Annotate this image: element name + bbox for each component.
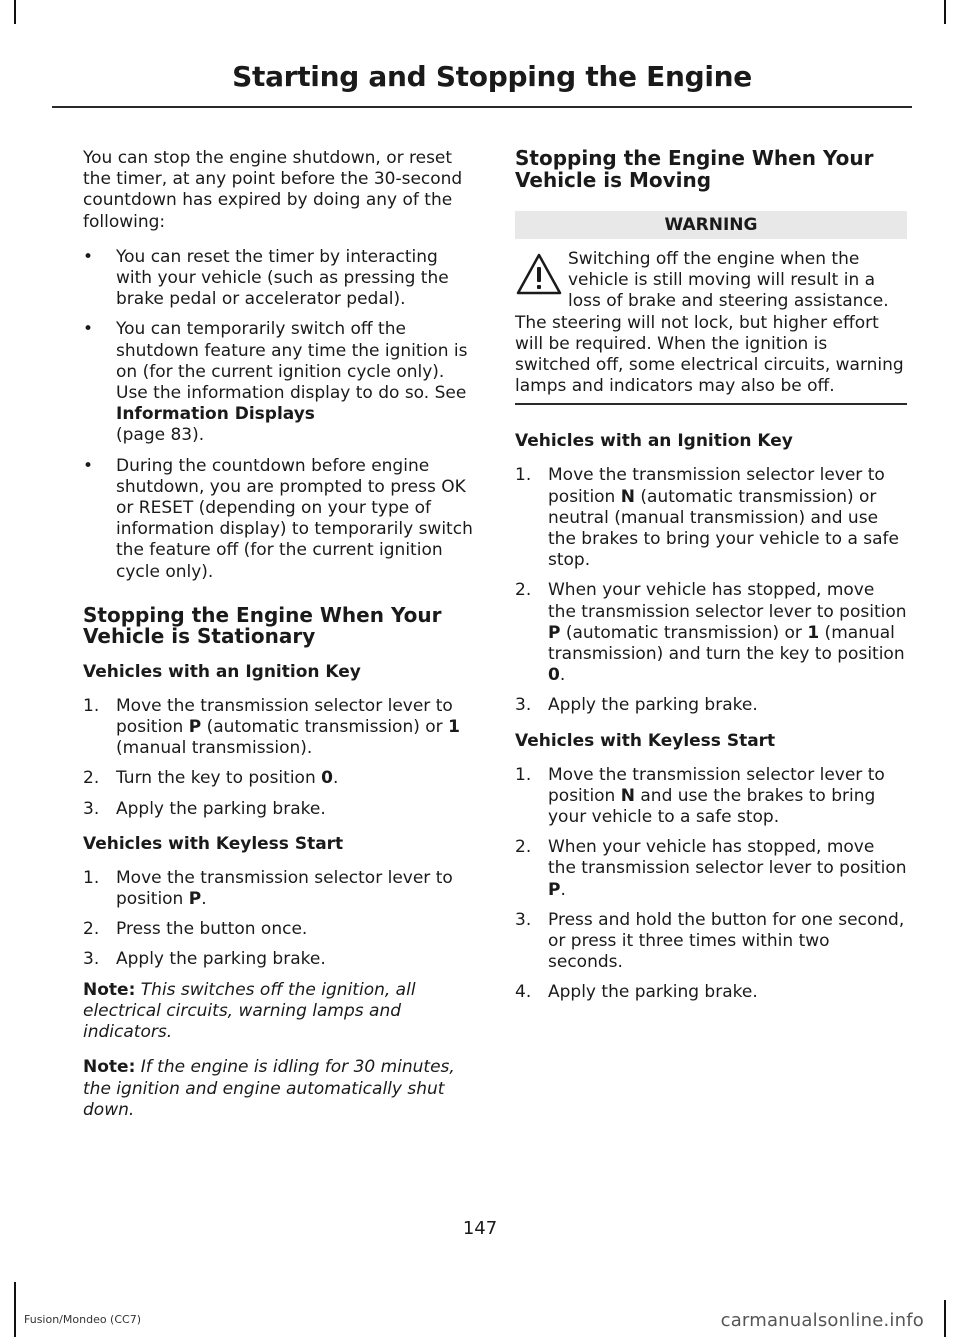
step-text: (automatic transmission) or (560, 622, 808, 643)
bullet-marker: • (83, 319, 94, 340)
step-text: When your vehicle has stopped, move the transmission selector lever to position (548, 580, 907, 622)
list-item-text: You can reset the timer by interacting with your vehicle (such as pressing the brake pedal or accelerator pedal). (116, 246, 449, 310)
step-text: Move the transmission selector lever to position (548, 465, 885, 507)
note-text: If the engine is idling for 30 minutes, the ignition and engine automatically shut down. (83, 1057, 455, 1120)
subheading-ignition-key: Vehicles with an Ignition Key (515, 431, 793, 452)
crop-mark-bottom-right-v (944, 1300, 946, 1337)
intro-paragraph: You can stop the engine shutdown, or reset the timer, at any point before the 30-second countdown has expired by doing any of the following: (83, 148, 463, 232)
crop-mark-bottom-left-v (14, 1282, 16, 1337)
list-item (83, 919, 478, 940)
gear-position: P (548, 622, 561, 643)
step-text: Turn the key to position (116, 768, 322, 789)
note-label: Note: (83, 1057, 136, 1078)
keyless-start-steps (83, 868, 478, 971)
list-item (515, 765, 907, 829)
header-rule (52, 106, 912, 108)
list-item (83, 868, 478, 910)
key-position: 0 (321, 768, 333, 789)
crop-mark-top-right-v (944, 0, 946, 24)
warning-header: WARNING (515, 211, 907, 239)
footer-model: Fusion/Mondeo (CC7) (24, 1313, 142, 1326)
note (83, 980, 478, 1044)
step-text: Apply the parking brake. (548, 982, 758, 1003)
subheading-ignition-key: Vehicles with an Ignition Key (83, 661, 361, 682)
gear-position: P (188, 889, 202, 910)
list-item (83, 949, 478, 970)
warning-box (515, 249, 907, 397)
step-text: Move the transmission selector lever to position (116, 695, 453, 738)
step-number: 2. (515, 837, 532, 858)
list-item (515, 910, 907, 974)
ignition-key-steps (515, 465, 907, 716)
list-item (83, 799, 478, 820)
list-item (515, 695, 907, 716)
list-item (83, 768, 478, 789)
gear-position: 1 (807, 622, 820, 643)
bullet-marker: • (83, 246, 94, 267)
right-column (515, 148, 907, 1018)
subheading-keyless-start: Vehicles with Keyless Start (515, 730, 776, 751)
step-text: and use the brakes to bring your vehicle to a safe stop. (548, 785, 876, 828)
step-number: 3. (83, 798, 100, 819)
step-text: (manual transmission) and turn the key to position (548, 622, 905, 665)
list-item (83, 319, 478, 446)
bullet-marker: • (83, 455, 94, 476)
gear-position: 1 (448, 717, 460, 738)
gear-position: N (620, 486, 635, 507)
step-text: Move the transmission selector lever to position (116, 867, 453, 910)
note-text: This switches off the ignition, all electrical circuits, warning lamps and indicators. (83, 979, 416, 1043)
step-text: (manual transmission). (116, 738, 313, 759)
step-text: . (560, 879, 566, 900)
warning-rule (515, 403, 907, 405)
section-title-stationary: Stopping the Engine When Your Vehicle is Stationary (83, 602, 442, 649)
gear-position: P (188, 717, 202, 738)
list-item-text: You can temporarily switch off the shutdown feature any time the ignition is on (for the current ignition cycle only). Use the information display to do so. See (116, 319, 468, 404)
step-number: 1. (515, 764, 532, 785)
step-number: 3. (515, 909, 532, 930)
list-item (83, 247, 478, 311)
left-column (83, 148, 478, 1135)
step-text: (automatic transmission) or (201, 717, 449, 738)
step-number: 4. (515, 982, 532, 1003)
crop-mark-top-left-v (14, 0, 16, 24)
list-item-text: During the countdown before engine shutdown, you are prompted to press OK or RESET (depending on your type of information display) to temporarily switch the feature off (for the current ignition cycle only). (116, 455, 473, 582)
step-text: (automatic transmission) or neutral (manual transmission) and use the brakes to bring your vehicle to a safe stop. (548, 486, 899, 571)
warning-triangle-icon (515, 251, 563, 297)
section-title-moving: Stopping the Engine When Your Vehicle is Moving (515, 146, 874, 192)
list-item (515, 982, 907, 1003)
gear-position: N (620, 785, 635, 806)
step-number: 2. (83, 768, 100, 789)
warning-text: Switching off the engine when the vehicle is still moving will result in a loss of brake and steering assistance. The steering will not lock, but higher effort will be required. When the ignition is switched off, some electrical circuits, warning lamps and indicators may also be off. (515, 249, 904, 397)
key-position: 0 (548, 665, 560, 686)
step-text: . (332, 768, 339, 789)
list-item (515, 580, 907, 686)
step-text: Apply the parking brake. (548, 695, 758, 716)
step-text: . (201, 889, 207, 910)
step-text: . (559, 665, 566, 686)
step-number: 2. (83, 919, 100, 940)
subheading-keyless-start: Vehicles with Keyless Start (83, 833, 344, 854)
step-number: 2. (515, 580, 532, 601)
list-item (515, 465, 907, 571)
shutdown-options-list (83, 247, 478, 583)
step-number: 1. (515, 465, 532, 486)
step-number: 1. (83, 695, 100, 716)
step-text: Apply the parking brake. (116, 949, 326, 970)
step-number: 1. (83, 867, 100, 888)
step-text: Move the transmission selector lever to position (548, 764, 885, 806)
note (83, 1057, 478, 1121)
ignition-key-steps (83, 696, 478, 820)
step-text: Press and hold the button for one second, or press it three times within two seconds. (548, 909, 905, 973)
gear-position: P (548, 879, 561, 900)
step-text: When your vehicle has stopped, move the transmission selector lever to position (548, 837, 907, 879)
step-number: 3. (515, 695, 532, 716)
page-reference: (page 83). (116, 425, 205, 446)
page-title: Starting and Stopping the Engine (232, 60, 752, 93)
step-text: Apply the parking brake. (116, 798, 326, 819)
list-item (83, 456, 478, 583)
keyless-start-steps (515, 765, 907, 1004)
cross-reference-link[interactable]: Information Displays (116, 404, 315, 425)
watermark: carmanualsonline.info (720, 1310, 924, 1331)
step-text: Press the button once. (116, 919, 308, 940)
list-item (83, 696, 478, 760)
page-number: 147 (462, 1218, 498, 1239)
note-label: Note: (83, 979, 136, 1000)
list-item (515, 837, 907, 901)
step-number: 3. (83, 949, 100, 970)
